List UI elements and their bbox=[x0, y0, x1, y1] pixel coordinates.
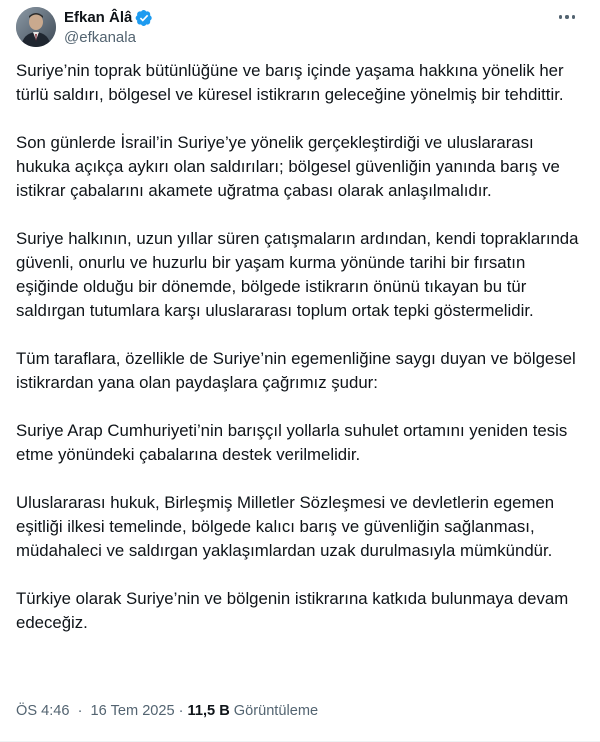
profile-avatar[interactable] bbox=[16, 7, 56, 47]
views-count[interactable]: 11,5 B bbox=[187, 703, 230, 719]
author-identity bbox=[64, 8, 153, 48]
author-name-row bbox=[64, 8, 153, 28]
avatar-portrait-image bbox=[16, 7, 56, 47]
tweet-paragraph: Türkiye olarak Suriye’nin ve bölgenin istikrarına katkıda bulunmaya devam edeceğiz. bbox=[16, 589, 569, 632]
tweet-timestamp[interactable] bbox=[16, 701, 175, 721]
tweet-header bbox=[16, 7, 586, 51]
meta-separator: · bbox=[178, 703, 184, 719]
author-display-name[interactable]: Efkan Âlâ bbox=[64, 9, 133, 26]
tweet-paragraph: Tüm taraflara, özellikle de Suriye’nin egemenliğine saygı duyan ve bölgesel istikrardan yana olan paydaşlara çağrımız şudur: bbox=[16, 349, 576, 392]
tweet-paragraph: Son günlerde İsrail’in Suriye’ye yönelik gerçekleştirdiği ve uluslararası hukuka açıkça aykırı olan saldırıları; bölgesel güvenliğin yanında barış ve istikrar çabalarını akamete uğratma çabası olarak anlaşılmalıdır. bbox=[16, 133, 560, 200]
author-handle[interactable]: @efkanala bbox=[64, 29, 136, 46]
tweet-paragraph: Uluslararası hukuk, Birleşmiş Milletler Sözleşmesi ve devletlerin egemen eşitliği ilkesi temelinde, bölgede kalıcı barış ve güvenliğin sağlanması, müdahaleci ve saldırgan yaklaşımlardan uzak durulmasıyla mümkündür. bbox=[16, 493, 555, 560]
tweet-paragraph: Suriye’nin toprak bütünlüğüne ve barış içinde yaşama hakkına yönelik her türlü saldırı, bölgesel ve küresel istikrarın geleceğine yönelmiş bir tehdittir. bbox=[16, 61, 564, 104]
views-label: Görüntüleme bbox=[233, 703, 319, 719]
meta-separator: · bbox=[77, 703, 83, 719]
more-options-icon[interactable] bbox=[552, 7, 582, 27]
tweet-paragraph: Suriye Arap Cumhuriyeti’nin barışçıl yollarla suhulet ortamını yeniden tesis etme yönündeki çabalarına destek verilmelidir. bbox=[16, 421, 568, 464]
tweet-date: 16 Tem 2025 bbox=[90, 703, 175, 719]
tweet-paragraph: Suriye halkının, uzun yıllar süren çatışmaların ardından, kendi topraklarında güvenli, onurlu ve huzurlu bir yaşam kurma yönünde tarihi bir fırsatın eşiğinde olduğu bir dönemde, bölgede istikrarın önünü tıkayan bu tür saldırgan tutumlara karşı uluslararası toplum ortak tepki göstermelidir. bbox=[16, 229, 579, 320]
tweet-text bbox=[16, 59, 582, 659]
tweet-meta bbox=[16, 701, 318, 721]
verified-badge-icon[interactable] bbox=[135, 9, 153, 27]
tweet-time: ÖS 4:46 bbox=[16, 703, 70, 719]
